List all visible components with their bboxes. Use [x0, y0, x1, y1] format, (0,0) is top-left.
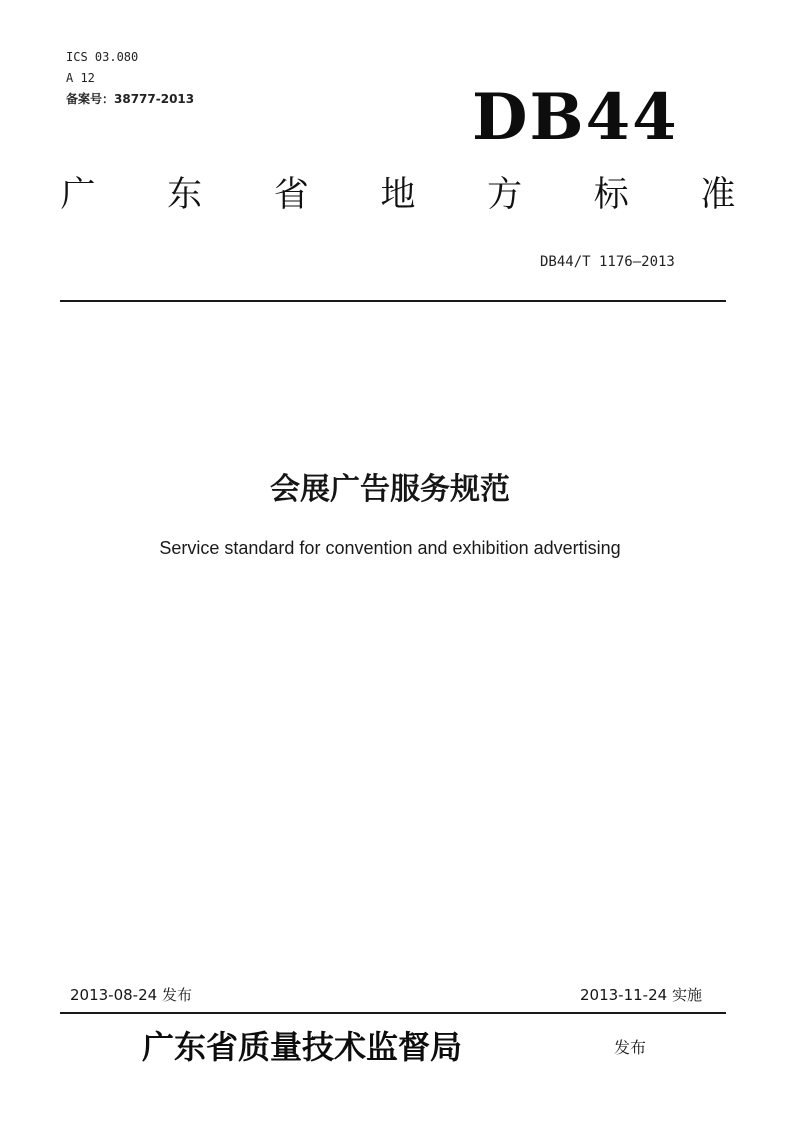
doc-type-char: 东 — [167, 175, 203, 215]
top-divider — [60, 300, 726, 302]
ics-code: ICS 03.080 — [66, 50, 139, 64]
doc-type-char: 广 — [60, 175, 96, 215]
issuing-authority: 广东省质量技术监督局 — [142, 1028, 463, 1066]
standard-logo: DB44 — [472, 80, 679, 155]
doc-type-char: 地 — [380, 175, 416, 215]
doc-type-char: 标 — [593, 175, 629, 215]
doc-type-char: 省 — [273, 175, 309, 215]
title-chinese: 会展广告服务规范 — [270, 472, 510, 507]
record-number: 备案号：38777-2013 — [66, 92, 195, 106]
classification-code: A 12 — [66, 71, 95, 85]
title-english: Service standard for convention and exhibition advertising — [159, 538, 621, 558]
issuer-suffix: 发布 — [614, 1038, 647, 1057]
bottom-divider — [60, 1012, 726, 1014]
issue-date: 2013-08-24 发布 — [70, 986, 192, 1004]
standard-number: DB44/T 1176—2013 — [540, 254, 675, 270]
document-type-heading — [58, 170, 738, 220]
implementation-date: 2013-11-24 实施 — [580, 986, 702, 1004]
doc-type-char: 方 — [487, 175, 523, 215]
doc-type-char: 准 — [700, 175, 736, 215]
